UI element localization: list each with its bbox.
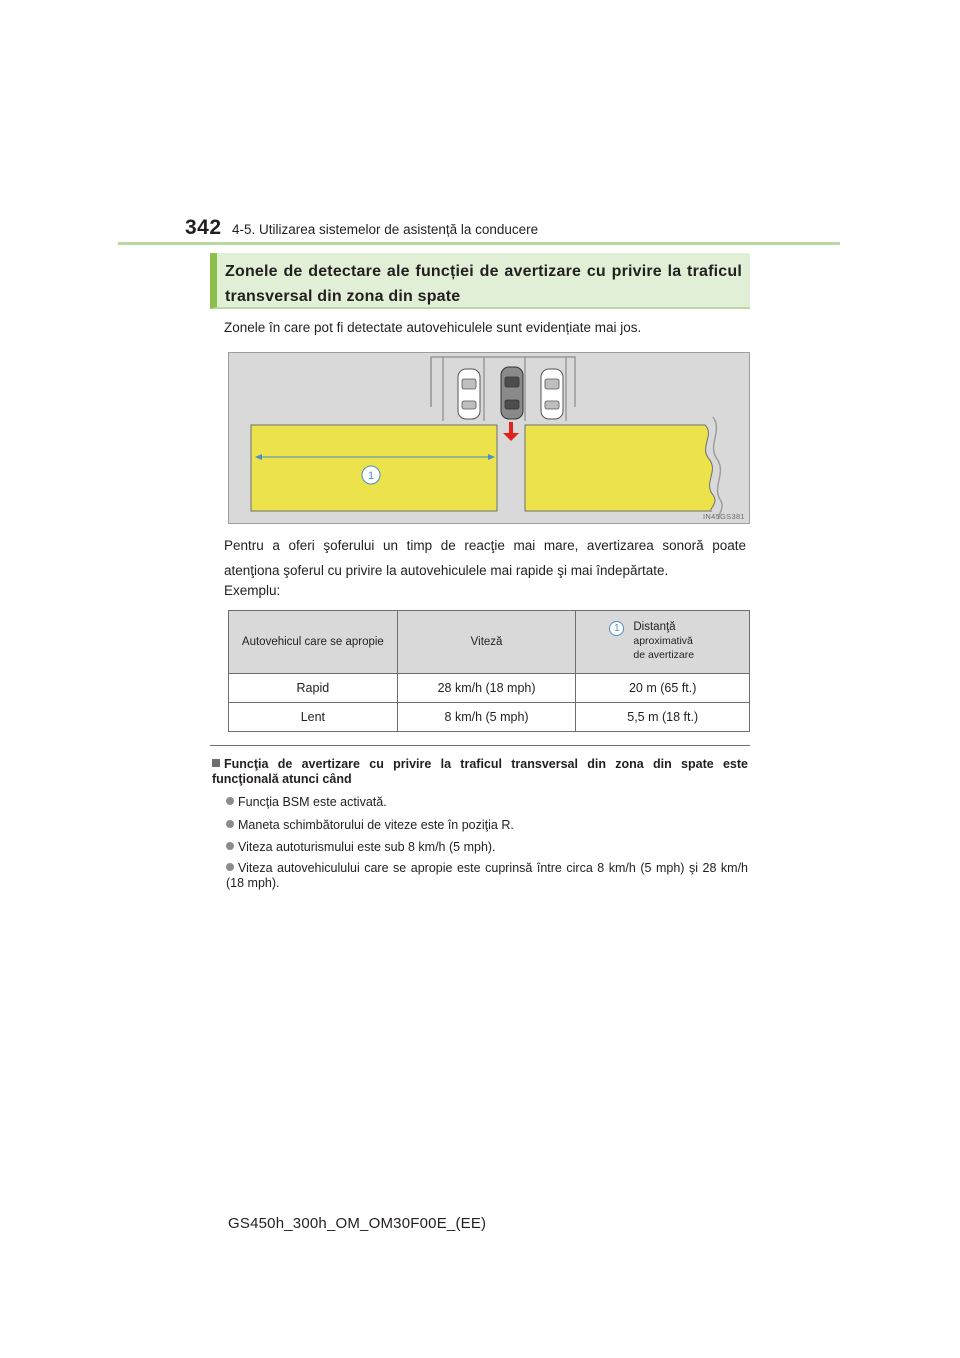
detection-zone-figure xyxy=(228,352,750,524)
square-bullet-icon xyxy=(212,759,220,767)
own-car xyxy=(501,367,523,419)
conditions-title-text: Funcţia de avertizare cu privire la traficul transversal din zona din spate este funcţională atunci când xyxy=(212,757,748,786)
header-distance-line3: de avertizare xyxy=(633,649,695,661)
list-item-text: Viteza autoturismului este sub 8 km/h (5 mph). xyxy=(238,840,496,854)
cell-distance: 20 m (65 ft.) xyxy=(576,674,750,703)
warning-distance-table xyxy=(228,610,750,732)
list-item xyxy=(226,861,748,891)
footer-doc-code: GS450h_300h_OM_OM30F00E_(EE) xyxy=(228,1215,487,1232)
reverse-arrow-icon xyxy=(503,422,519,441)
section-heading-box xyxy=(210,253,750,309)
list-item-text: Funcţia BSM este activată. xyxy=(238,795,387,809)
header-distance-line1: Distanţă xyxy=(633,621,676,633)
page-number: 342 xyxy=(185,216,222,239)
parked-car-right xyxy=(541,369,563,419)
table-row xyxy=(229,674,750,703)
paragraph-line-2: atenţiona şoferul cu privire la autovehiculele mai rapide şi mai îndepărtate. xyxy=(224,563,669,578)
header-vehicle: Autovehicul care se apropie xyxy=(229,611,398,674)
intro-text: Zonele în care pot fi detectate autovehiculele sunt evidențiate mai jos. xyxy=(224,320,642,335)
bullet-icon xyxy=(226,820,234,828)
section-title: 4-5. Utilizarea sistemelor de asistență la conducere xyxy=(232,222,539,237)
list-item xyxy=(226,795,748,810)
bullet-icon xyxy=(226,797,234,805)
detection-zone-right xyxy=(525,425,715,511)
detection-zone-diagram xyxy=(229,353,749,523)
parked-car-left xyxy=(458,369,480,419)
cell-speed: 28 km/h (18 mph) xyxy=(397,674,576,703)
bullet-icon xyxy=(226,842,234,850)
header-speed: Viteză xyxy=(397,611,576,674)
paragraph-line-1: Pentru a oferi şoferului un timp de reacţie mai mare, avertizarea sonoră poate xyxy=(224,538,746,553)
figure-code: IN45GS381 xyxy=(703,512,745,521)
header-rule xyxy=(118,242,840,245)
list-item-text: Maneta schimbătorului de viteze este în poziţia R. xyxy=(238,818,514,832)
callout-1-icon: 1 xyxy=(609,621,624,636)
section-divider xyxy=(210,745,750,746)
bullet-icon xyxy=(226,863,234,871)
cell-vehicle: Rapid xyxy=(229,674,398,703)
table-header-row xyxy=(229,611,750,674)
table-row xyxy=(229,703,750,732)
cell-distance: 5,5 m (18 ft.) xyxy=(576,703,750,732)
cell-vehicle: Lent xyxy=(229,703,398,732)
section-heading: Zonele de detectare ale funcției de avertizare cu privire la traficul transversal din zona din spate xyxy=(225,263,742,305)
example-label: Exemplu: xyxy=(224,583,281,598)
header-distance xyxy=(576,611,750,674)
header-distance-line2: aproximativă xyxy=(633,635,693,647)
list-item xyxy=(226,818,748,833)
conditions-title xyxy=(212,757,748,787)
list-item-text: Viteza autovehiculului care se apropie este cuprinsă între circa 8 km/h (5 mph) şi 28 km/h (18 mph). xyxy=(226,861,748,890)
callout-1-label: 1 xyxy=(367,470,375,482)
cell-speed: 8 km/h (5 mph) xyxy=(397,703,576,732)
list-item xyxy=(226,840,748,855)
callout-1-circle xyxy=(362,466,380,484)
